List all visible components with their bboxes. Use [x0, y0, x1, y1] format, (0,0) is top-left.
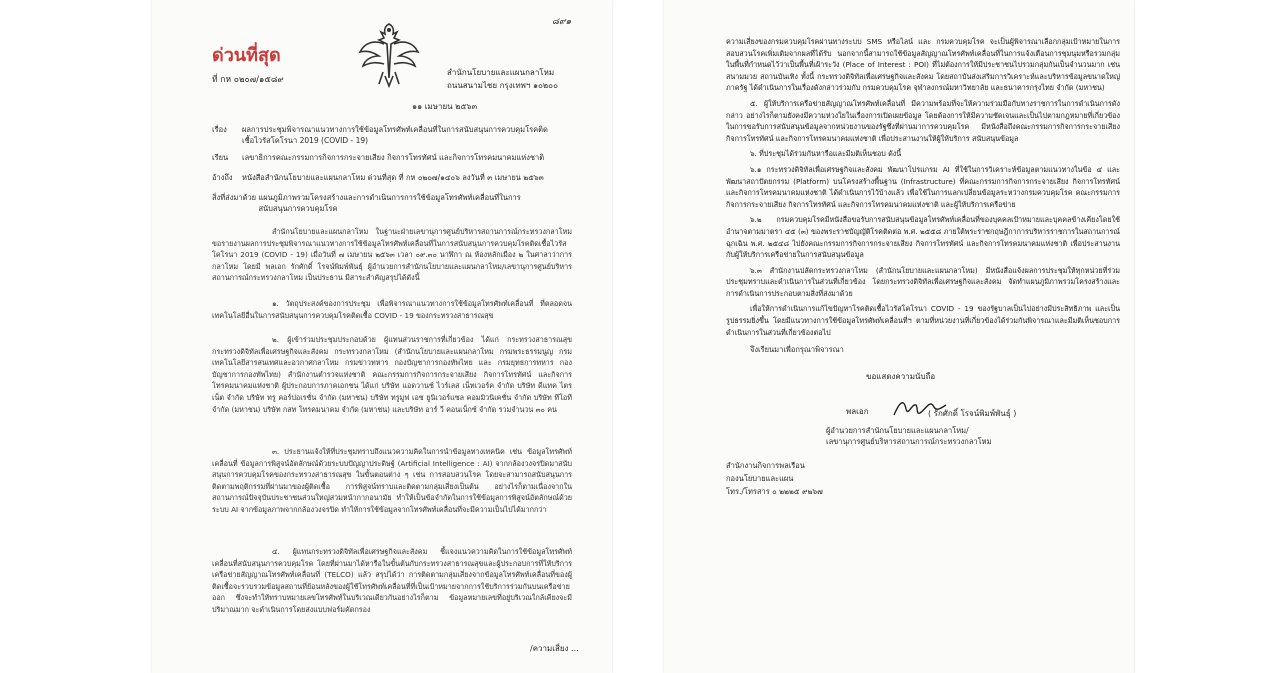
- paragraph-5: ๕. ผู้ให้บริการเครือข่ายสัญญาณโทรศัพท์เคลื่อนที่ มีความพร้อมที่จะให้ความร่วมมือกับทางราชการในการดำเนินการดังกล่าว อย่างไรก็ตามยังคงมีความห่วงใยในเรื่องการเปิดเผยข้อมูล โดยต้องการให้มีความชัดเจนและเป็นไปตามกฎหมายที่เกี่ยวข้องในการขอรับการสนับสนุนข้อมูลจากหน่วยงานของรัฐซึ่งที่ผ่านมาการควบคุมโรค มีหนังสือถึงคณะกรรมการกิจการกระจายเสียง กิจการโทรทัศน์ และกิจการโทรคมนาคมแห่งชาติ เพื่อประสานงานให้ผู้ให้บริการ สนับสนุนข้อมูล: [726, 98, 1120, 143]
- agency-road: ถนนสนามไชย กรุงเทพฯ ๑๐๒๐๐: [447, 81, 558, 90]
- paragraph-6-2: ๖.๒ กรมควบคุมโรคมีหนังสือขอรับการสนับสนุนข้อมูลโทรศัพท์เคลื่อนที่ของบุคคลเป้าหมายและบุคคลข้างเคียงโดยใช้อำนาจตามมาตรา ๔๕ (๓) ของพระราชบัญญัติโรคติดต่อ พ.ศ. ๒๕๕๘ ภายใต้พระราชกฤษฎีกาการบริหารราชการในสถานการณ์ฉุกเฉิน พ.ศ. ๒๕๔๘ ไปยังคณะกรรมการกิจการกระจายเสียง กิจการโทรทัศน์ และกิจการโทรคมนาคมแห่งชาติ เพื่อประสานงานกับผู้ให้บริการเครือข่ายในการสนับสนุนข้อมูล: [726, 215, 1120, 260]
- paragraph-6: ๖. ที่ประชุมได้ร่วมกันหารือและมีมติเห็นชอบ ดังนี้: [750, 149, 902, 159]
- letter-date: ๑๑ เมษายน ๒๕๖๓: [412, 102, 478, 111]
- reference-label: อ้างถึง: [212, 173, 233, 182]
- attachment-label: สิ่งที่ส่งมาด้วย: [212, 193, 257, 202]
- paragraph-2: ๒. ผู้เข้าร่วมประชุมประกอบด้วย ผู้แทนส่วนราชการที่เกี่ยวข้อง ได้แก่ กระทรวงสาธารณสุข กระทรวงดิจิทัลเพื่อเศรษฐกิจและสังคม กระทรวงกลาโหม (สำนักนโยบายและแผนกลาโหม กรมพระธรรมนูญ กรมเทคโนโลยีสารสนเทศและอวกาศกลาโหม กรมข่าวทหาร กองบัญชาการกองทัพไทย และ กรมยุทธการทหาร กองบัญชาการกองทัพไทย) สำนักงานตำรวจแห่งชาติ คณะกรรมการกิจการกระจายเสียง กิจการโทรทัศน์ และกิจการโทรคมนาคมแห่งชาติ ผู้ประกอบการภาคเอกชน ได้แก่ บริษัท แอดวานซ์ ไวร์เลส เน็ทเวอร์ค จำกัด บริษัท ดีแทค ไตรเน็ต จำกัด บริษัท ทรู คอร์ปอเรชั่น จำกัด (มหาชน) บริษัท ทรูมูฟ เอช ยูนิเวอร์แซล คอมมิวนิเคชั่น จำกัด บริษัท ทีโอที จำกัด (มหาชน) บริษัท กสท โทรคมนาคม จำกัด (มหาชน) และบริษัท อาร์ วี คอนเน็กซ์ จำกัด รวมจำนวน ๓๐ คน: [212, 335, 572, 414]
- reference-value: หนังสือสำนักนโยบายและแผนกลาโหม ด่วนที่สุด ที่ กห ๐๒๐๗/๑๔๐๖ ลงวันที่ ๓ เมษายน ๒๕๖๓: [242, 173, 544, 182]
- footer-office: สำนักงานกิจการพลเรือน: [726, 461, 805, 471]
- paragraph-intro: สำนักนโยบายและแผนกลาโหม ในฐานะฝ่ายเลขานุการศูนย์บริหารสถานการณ์กระทรวงกลาโหม ขอรายงานผลการประชุมพิจารณาแนวทางการใช้ข้อมูลโทรศัพท์เคลื่อนที่ในการสนับสนุนการควบคุมโรคติดเชื้อไวรัสโคโรนา 2019 (COVID - 19) เมื่อวันที่ ๗ เมษายน ๒๕๖๓ เวลา ๐๙.๓๐ นาฬิกา ณ ห้องหลักเมือง ๒ ในศาลาว่าการกลาโหม โดยมี พลเอก รักศักดิ์ โรจน์พิมพ์พันธุ์ ผู้อำนวยการสำนักนโยบายและแผนกลาโหม/เลขานุการศูนย์บริหารสถานการณ์กระทรวงกลาโหม เป็นประธาน มีสาระสำคัญสรุปได้ดังนี้: [212, 227, 572, 283]
- recipient-label: เรียน: [212, 153, 229, 162]
- letter-page-1: [152, 0, 612, 673]
- signer-title-line-2: เลขานุการศูนย์บริหารสถานการณ์กระทรวงกลาโหม: [826, 437, 992, 447]
- footer-division: กองนโยบายและแผน: [726, 474, 794, 484]
- signer-title-line-1: ผู้อำนวยการสำนักนโยบายและแผนกลาโหม/: [826, 426, 969, 436]
- signature-block: [846, 399, 1120, 421]
- reference-field: [212, 172, 562, 183]
- subject-field: [212, 124, 562, 146]
- paragraph-4: ๔. ผู้แทนกระทรวงดิจิทัลเพื่อเศรษฐกิจและสังคม ชี้แจงแนวความคิดในการใช้ข้อมูลโทรศัพท์เคลื่อนที่สนับสนุนการควบคุมโรค โดยที่ผ่านมาได้หารือในขั้นต้นกับกระทรวงสาธารณสุขและผู้ประกอบการที่ให้บริการเครือข่ายสัญญาณโทรศัพท์เคลื่อนที่ (TELCO) แล้ว สรุปได้ว่า การติดตามกลุ่มเสี่ยงจากข้อมูลโทรศัพท์เคลื่อนที่ของผู้ติดเชื้อจะรวบรวมข้อมูลสถานที่ย้อนหลังของผู้ใช้โทรศัพท์เคลื่อนที่ที่เป็นเป้าหมายจากการใช้บริการร่วมกันบนเครือข่าย ออก ซึ่งจะทำให้ทราบหมายเลขโทรศัพท์ในบริเวณเดียวกันอย่างไรก็ตาม ข้อมูลหมายเลขที่อยู่บริเวณใกล้เคียงจะมีปริมาณมาก จะดำเนินการโดยส่งแบบฟอร์มคัดกรอง: [212, 547, 572, 614]
- letter-page-2: [664, 0, 1134, 673]
- attachment-value: แผนภูมิภาพรวมโครงสร้างและการดำเนินการการใช้ข้อมูลโทรศัพท์เคลื่อนที่ในการสนับสนุนการควบคุมโรค: [258, 193, 521, 213]
- document-number: ที่ กห ๐๒๐๗/๑๕๘๙: [212, 75, 284, 85]
- recipient-value: เลขาธิการคณะกรรมการกิจการกระจายเสียง กิจการโทรทัศน์ และกิจการโทรคมนาคมแห่งชาติ: [242, 153, 545, 162]
- urgent-stamp: ด่วนที่สุด: [212, 45, 281, 66]
- regards-line: ขอแสดงความนับถือ: [866, 372, 936, 382]
- paragraph-4-cont: ความเสี่ยงของกรมควบคุมโรคผ่านทางระบบ SMS หรือไลน์ และ กรมควบคุมโรค จะเป็นผู้พิจารณาเลือกกลุ่มเป้าหมายในการสอบสวนโรคเพิ่มเติมจากผลที่ได้รับ นอกจากนี้สามารถใช้ข้อมูลสัญญาณโทรศัพท์เคลื่อนที่ในการแจ้งเตือนการชุมนุมหรือรวมกลุ่มในพื้นที่กำหนดไว้ว่าเป็นพื้นที่เฝ้าระวัง (Place of Interest : POI) ที่ไม่ต้องการให้มีประชาชนไปรวมกลุ่มกันเป็นจำนวนมาก เช่น สนามมวย สถานบันเทิง ทั้งนี้ กระทรวงดิจิทัลเพื่อเศรษฐกิจและสังคม โดยสถาบันส่งเสริมการวิเคราะห์และบริหารข้อมูลขนาดใหญ่ภาครัฐ ได้ดำเนินการในเรื่องดังกล่าวร่วมกับ กรมควบคุมโรค จุฬาลงกรณ์มหาวิทยาลัย และธนาคารกรุงไทย จำกัด (มหาชน): [726, 37, 1120, 93]
- paragraph-6-1: ๖.๑ กระทรวงดิจิทัลเพื่อเศรษฐกิจและสังคม พัฒนาโปรแกรม AI ที่ใช้ในการวิเคราะห์ข้อมูลตามแนวทางในข้อ ๔ และพัฒนาสถาปัตยกรรม (Platform) บนโครงสร้างพื้นฐาน (Infrastructure) ที่คณะกรรมการกิจการกระจายเสียง กิจการโทรทัศน์ และกิจการโทรคมนาคมแห่งชาติ ได้ดำเนินการไว้บ้างแล้ว เพื่อใช้ในการแลกเปลี่ยนข้อมูลระหว่างกรมควบคุมโรค คณะกรรมการกิจการกระจายเสียง กิจการโทรทัศน์ และกิจการโทรคมนาคมแห่งชาติ และผู้ให้บริการเครือข่าย: [726, 164, 1120, 209]
- office-footer: [726, 459, 1120, 498]
- agency-name: สำนักนโยบายและแผนกลาโหม: [447, 68, 555, 77]
- subject-value: ผลการประชุมพิจารณาแนวทางการใช้ข้อมูลโทรศัพท์เคลื่อนที่ในการสนับสนุนการควบคุมโรคติดเชื้อไวรัสโคโรนา 2019 (COVID - 19): [242, 125, 548, 145]
- footer-phone: โทร./โทรสาร ๐ ๒๒๒๕ ๙๒๖๗: [726, 487, 823, 497]
- paragraph-3: ๓. ประธานแจ้งให้ที่ประชุมทราบถึงแนวความคิดในการนำข้อมูลทางเทคนิค เช่น ข้อมูลโทรศัพท์เคลื่อนที่ ข้อมูลการพิสูจน์อัตลักษณ์ด้วยระบบปัญญาประดิษฐ์ (Artificial Intelligence : AI) จากกล้องวงจรปิดมาสนับสนุนการควบคุมโรคของกระทรวงสาธารณสุข ในขั้นตอนต่าง ๆ เช่น การสอบสวนโรค โดยจะสามารถสนับสนุนการติดตามพฤติกรรมที่ผ่านมาของผู้ติดเชื้อ การพิสูจน์ทราบและติดตามกลุ่มเสี่ยงเป็นต้น อย่างไรก็ตามเนื่องจากในสถานการณ์ปัจจุบันประชาชนส่วนใหญ่สวมหน้ากากอนามัย ทำให้เป็นข้อจำกัดในการใช้ข้อมูลการพิสูจน์อัตลักษณ์ด้วยระบบ AI จากข้อมูลภาพจากกล้องวงจรปิด ทำให้การใช้ข้อมูลจากโทรศัพท์เคลื่อนที่จะมีความเป็นไปได้มากกว่า: [212, 447, 572, 514]
- closing-line: จึงเรียนมาเพื่อกรุณาพิจารณา: [750, 345, 844, 355]
- recipient-field: [212, 152, 562, 163]
- signer-title: [826, 425, 1120, 447]
- garuda-emblem-icon: [357, 18, 421, 88]
- subject-label: เรื่อง: [212, 125, 227, 134]
- agency-address: [447, 66, 558, 92]
- paragraph-conclusion: เพื่อให้การดำเนินการแก้ไขปัญหาโรคติดเชื้อไวรัสโคโรนา COVID - 19 ของรัฐบาลเป็นไปอย่างมีประสิทธิภาพ และเป็นรูปธรรมยิ่งขึ้น โดยมีแนวทางการใช้ข้อมูลโทรศัพท์เคลื่อนที่ฯ ตามที่หน่วยงานที่เกี่ยวข้องได้ร่วมกันพิจารณาและมีมติเห็นชอบการดำเนินการในส่วนที่เกี่ยวข้องต่อไป: [726, 304, 1120, 337]
- signer-name: ( รักศักดิ์ โรจน์พิมพ์พันธุ์ ): [928, 409, 1017, 419]
- handwritten-note: ๘๙๑: [552, 17, 572, 27]
- continuation-mark: /ความเสี่ยง ...: [530, 644, 579, 653]
- signer-rank: พลเอก: [846, 407, 869, 417]
- paragraph-1: ๑. วัตถุประสงค์ของการประชุม เพื่อพิจารณาแนวทางการใช้ข้อมูลโทรศัพท์เคลื่อนที่ ที่ตลอดจนเทคโนโลยีอื่นในการสนับสนุนการควบคุมโรคติดเชื้อ COVID - 19 ของกระทรวงสาธารณสุข: [212, 299, 572, 320]
- attachment-field: [212, 192, 562, 214]
- paragraph-6-3: ๖.๓ สำนักงานปลัดกระทรวงกลาโหม (สำนักนโยบายและแผนกลาโหม) มีหนังสือแจ้งผลการประชุมให้ทุกหน่วยที่ร่วมประชุมทราบและดำเนินการในส่วนที่เกี่ยวข้อง โดยกระทรวงดิจิทัลเพื่อเศรษฐกิจและสังคม จัดทำแผนภูมิภาพรวมโครงสร้างและการดำเนินการประกอบตามสิ่งที่ส่งมาด้วย: [726, 265, 1120, 298]
